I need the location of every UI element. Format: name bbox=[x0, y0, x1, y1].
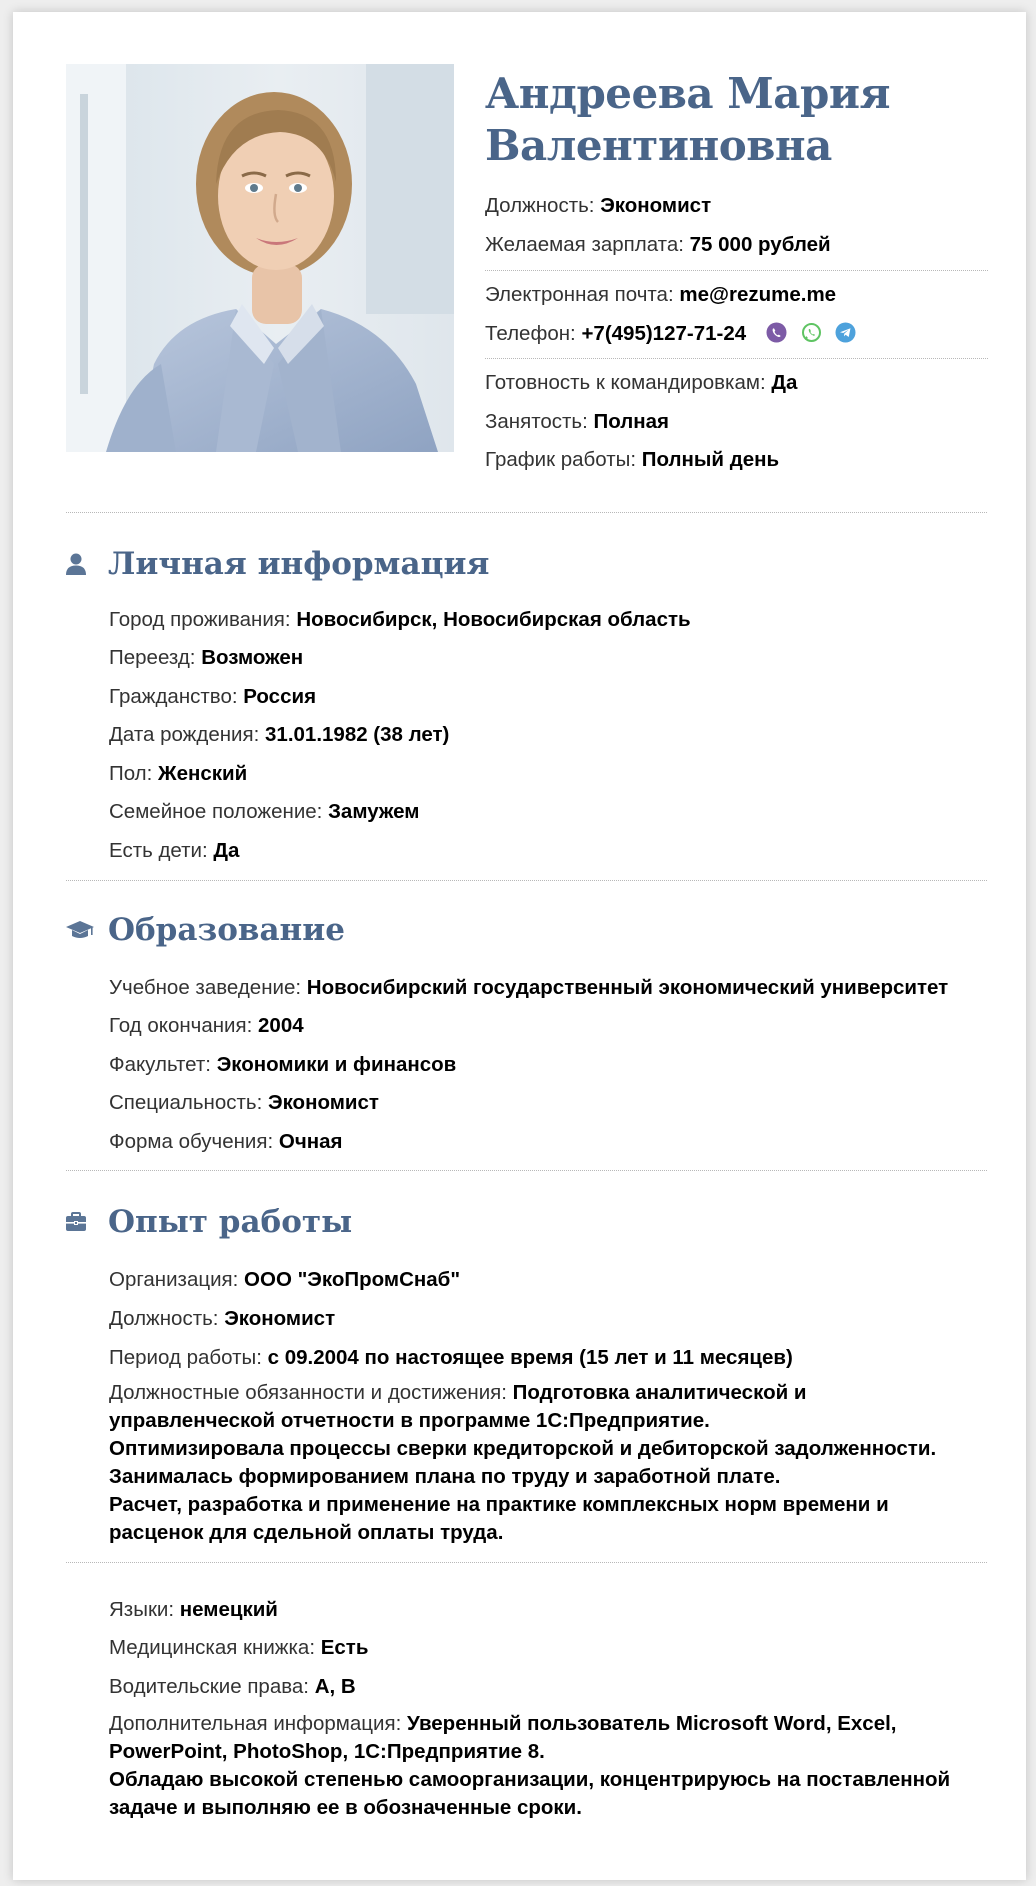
position-row bbox=[485, 194, 988, 218]
section-divider bbox=[66, 1170, 987, 1171]
phone-value[interactable]: +7(495)127-71-24 bbox=[581, 322, 747, 345]
additional-block bbox=[109, 1598, 989, 1822]
email-label: Электронная почта: bbox=[485, 283, 674, 306]
children-value: Да bbox=[213, 839, 240, 862]
briefcase-icon bbox=[65, 1207, 95, 1237]
faculty-row bbox=[109, 1053, 989, 1077]
info-paragraph bbox=[109, 1710, 969, 1822]
medbook-row bbox=[109, 1636, 989, 1660]
section-experience-title bbox=[65, 1202, 352, 1242]
org-label: Организация: bbox=[109, 1268, 239, 1291]
period-row bbox=[109, 1346, 989, 1370]
full-name-line2: Валентиновна bbox=[485, 121, 832, 170]
license-row bbox=[109, 1675, 989, 1699]
job-position-label: Должность: bbox=[109, 1307, 219, 1330]
phone-row bbox=[485, 322, 988, 346]
institution-label: Учебное заведение: bbox=[109, 976, 302, 999]
birth-value: 31.01.1982 (38 лет) bbox=[265, 723, 450, 746]
year-row bbox=[109, 1014, 989, 1038]
section-education-heading: Образование bbox=[108, 912, 345, 948]
duties-paragraph bbox=[109, 1379, 969, 1547]
languages-value: немецкий bbox=[179, 1598, 278, 1621]
trips-value: Да bbox=[771, 371, 798, 394]
medbook-label: Медицинская книжка: bbox=[109, 1636, 316, 1659]
job-position-row bbox=[109, 1307, 989, 1331]
relocation-row bbox=[109, 646, 989, 670]
children-row bbox=[109, 839, 989, 863]
section-divider bbox=[66, 1562, 987, 1563]
user-icon bbox=[65, 549, 95, 579]
schedule-value: Полный день bbox=[641, 448, 780, 471]
year-value: 2004 bbox=[258, 1014, 304, 1037]
trips-label: Готовность к командировкам: bbox=[485, 371, 766, 394]
experience-block bbox=[109, 1268, 989, 1547]
city-value: Новосибирск, Новосибирская область bbox=[296, 608, 691, 631]
citizenship-row bbox=[109, 685, 989, 709]
full-name-line1: Андреева Мария bbox=[485, 69, 891, 118]
faculty-label: Факультет: bbox=[109, 1053, 211, 1076]
duties-label: Должностные обязанности и достижения: bbox=[109, 1381, 507, 1404]
license-value: A, B bbox=[314, 1675, 356, 1698]
citizenship-label: Гражданство: bbox=[109, 685, 238, 708]
header-divider bbox=[485, 270, 988, 271]
telegram-icon[interactable] bbox=[835, 322, 856, 343]
personal-block bbox=[109, 608, 989, 863]
speciality-row bbox=[109, 1091, 989, 1115]
duties-line1: Подготовка аналитической и управленческой отчетности в программе 1С:Предприятие. bbox=[109, 1381, 807, 1432]
employment-label: Занятость: bbox=[485, 410, 588, 433]
profile-photo bbox=[66, 64, 454, 452]
salary-value: 75 000 рублей bbox=[689, 233, 831, 256]
position-label: Должность: bbox=[485, 194, 595, 217]
city-row bbox=[109, 608, 989, 632]
org-value: ООО "ЭкоПромСнаб" bbox=[244, 1268, 461, 1291]
children-label: Есть дети: bbox=[109, 839, 208, 862]
whatsapp-icon[interactable] bbox=[801, 322, 822, 343]
relocation-label: Переезд: bbox=[109, 646, 196, 669]
job-position-value: Экономист bbox=[224, 1307, 336, 1330]
profile-photo-illustration bbox=[66, 64, 454, 452]
languages-label: Языки: bbox=[109, 1598, 175, 1621]
section-education-title bbox=[65, 910, 345, 950]
period-label: Период работы: bbox=[109, 1346, 262, 1369]
marital-label: Семейное положение: bbox=[109, 800, 323, 823]
info-line1: Уверенный пользователь Microsoft Word, Excel, PowerPoint, PhotoShop, 1С:Предприятие 8. bbox=[109, 1712, 897, 1763]
birth-label: Дата рождения: bbox=[109, 723, 260, 746]
resume-sheet bbox=[13, 12, 1026, 1880]
education-block bbox=[109, 976, 989, 1154]
info-label: Дополнительная информация: bbox=[109, 1712, 402, 1735]
email-row bbox=[485, 283, 988, 307]
year-label: Год окончания: bbox=[109, 1014, 253, 1037]
section-experience-heading: Опыт работы bbox=[108, 1204, 353, 1240]
section-personal-heading: Личная информация bbox=[108, 546, 490, 582]
employment-value: Полная bbox=[593, 410, 669, 433]
speciality-value: Экономист bbox=[267, 1091, 379, 1114]
employment-row bbox=[485, 410, 988, 434]
period-value: с 09.2004 по настоящее время (15 лет и 11 месяцев) bbox=[267, 1346, 793, 1369]
org-row bbox=[109, 1268, 989, 1292]
medbook-value: Есть bbox=[320, 1636, 369, 1659]
viber-icon[interactable] bbox=[766, 322, 787, 343]
institution-row bbox=[109, 976, 989, 1000]
section-divider bbox=[66, 512, 987, 513]
full-name bbox=[485, 68, 988, 172]
phone-label: Телефон: bbox=[485, 322, 576, 345]
trips-row bbox=[485, 371, 988, 395]
schedule-row bbox=[485, 448, 988, 472]
gender-row bbox=[109, 762, 989, 786]
header-divider bbox=[485, 358, 988, 359]
license-label: Водительские права: bbox=[109, 1675, 309, 1698]
duties-line4: Расчет, разработка и применение на практике комплексных норм времени и расценок для сдельной оплаты труда. bbox=[109, 1493, 889, 1544]
duties-line3: Занималась формированием плана по труду и заработной плате. bbox=[109, 1465, 781, 1488]
citizenship-value: Россия bbox=[243, 685, 317, 708]
relocation-value: Возможен bbox=[201, 646, 304, 669]
languages-row bbox=[109, 1598, 989, 1622]
header-info bbox=[485, 68, 988, 472]
faculty-value: Экономики и финансов bbox=[216, 1053, 457, 1076]
salary-row bbox=[485, 233, 988, 257]
gender-label: Пол: bbox=[109, 762, 153, 785]
form-label: Форма обучения: bbox=[109, 1130, 274, 1153]
city-label: Город проживания: bbox=[109, 608, 291, 631]
graduation-cap-icon bbox=[65, 915, 95, 945]
info-line2: Обладаю высокой степенью самоорганизации, концентрируюсь на поставленной задаче и выполняю ее в обозначенные сроки. bbox=[109, 1768, 951, 1819]
gender-value: Женский bbox=[158, 762, 248, 785]
duties-line2: Оптимизировала процессы сверки кредиторской и дебиторской задолженности. bbox=[109, 1437, 937, 1460]
form-value: Очная bbox=[278, 1130, 343, 1153]
position-value: Экономист bbox=[600, 194, 712, 217]
birth-row bbox=[109, 723, 989, 747]
marital-value: Замужем bbox=[328, 800, 420, 823]
section-divider bbox=[66, 880, 987, 881]
marital-row bbox=[109, 800, 989, 824]
schedule-label: График работы: bbox=[485, 448, 637, 471]
form-row bbox=[109, 1130, 989, 1154]
email-value[interactable]: me@rezume.me bbox=[679, 283, 837, 306]
section-personal-title bbox=[65, 544, 489, 584]
salary-label: Желаемая зарплата: bbox=[485, 233, 684, 256]
institution-value: Новосибирский государственный экономический университет bbox=[306, 976, 949, 999]
speciality-label: Специальность: bbox=[109, 1091, 263, 1114]
